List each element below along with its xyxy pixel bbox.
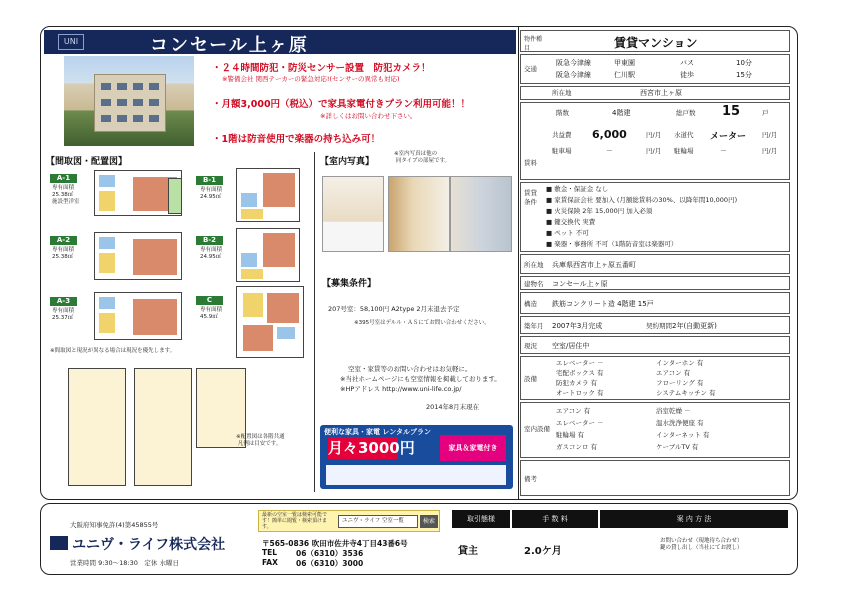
section-divider: [314, 152, 315, 492]
interior-heading: 【室内写真】: [320, 157, 375, 167]
location-value: 兵庫県西宮市上ヶ原五番町: [552, 261, 636, 269]
fax-label: FAX: [262, 558, 278, 567]
equipment-item: オートロック 有: [556, 389, 604, 397]
floorplan-heading: 【間取図・配置図】: [46, 157, 128, 167]
terms-item: ■ ペット 不可: [546, 229, 589, 237]
transport-label: 交通: [524, 65, 537, 73]
feature-furniture-note: ※詳しくはお問い合わせ下さい。: [320, 112, 417, 120]
transport-station-2: 仁川駅: [614, 71, 635, 79]
license-number: 大阪府知事免許(4)第45855号: [70, 521, 159, 529]
transport-mode-2: 徒歩: [680, 71, 694, 79]
current-label: 現況: [524, 342, 537, 350]
terms-label: 賃貸条件: [524, 189, 537, 206]
company-logo: UNI: [58, 34, 84, 50]
location-label: 所在地: [524, 261, 544, 269]
transport-station-1: 甲東園: [614, 59, 635, 67]
contract-value: 2年(自動更新): [672, 322, 717, 330]
site-layout-2: [134, 368, 192, 486]
parking-label: 駐車場: [552, 147, 572, 155]
conditions-line2: 空室・家賃等のお問い合わせはお気軽に。: [348, 365, 472, 373]
transaction-type: 貸主: [458, 546, 478, 557]
floorplan-a2: [94, 232, 182, 280]
floorplan-b1: [236, 168, 300, 222]
conditions-date: 2014年8月末現在: [426, 403, 480, 411]
room-equipment-label: 室内設備: [524, 425, 550, 433]
plan-label-a2: 専有面積 25.38㎡: [52, 247, 75, 260]
feature-furniture: ・月額3,000円（税込）で家具家電付きプラン利用可能！！: [212, 99, 471, 110]
floor-value: 4階建: [612, 109, 631, 117]
conditions-line1: 207号室：58,100円 A2type 2月末退去予定: [328, 305, 460, 313]
plan-tag-a2: A-2: [50, 236, 77, 245]
tel-label: TEL: [262, 548, 278, 557]
room-equipment-item: エレベーター －: [556, 419, 604, 427]
conditions-line3: ※当社ホームページにも空室情報を掲載しております。: [340, 375, 501, 383]
equipment-item: インターホン 有: [656, 359, 704, 367]
common-value: 6,000: [592, 128, 627, 141]
rental-plan-products: [326, 465, 506, 485]
parking-unit: 円/月: [646, 147, 662, 155]
units-value: 15: [722, 104, 741, 119]
transport-line-2: 阪急今津線: [556, 71, 591, 79]
transport-min-2: 15分: [736, 71, 752, 79]
tel-number: 06（6310）3536: [296, 549, 364, 558]
parking-value: －: [606, 147, 613, 155]
contract-label: 契約期間: [646, 322, 672, 330]
layout-note: ※配置図は各階共通 凡例は目安です。: [236, 434, 285, 447]
building-title: コンセール上ヶ原: [150, 35, 309, 56]
equipment-item: システムキッチン 有: [656, 389, 716, 397]
bike-unit: 円/月: [762, 147, 778, 155]
plan-label-a3: 専有面積 25.37㎡: [52, 308, 75, 321]
address-label: 所在地: [552, 89, 572, 97]
equipment-item: エアコン 有: [656, 369, 691, 377]
footer-col-type: 取引態様: [452, 510, 510, 528]
business-hours: 営業時間 9:30～18:30 定休 水曜日: [70, 559, 179, 567]
equipment-item: 宅配ボックス 有: [556, 369, 604, 377]
terms-item: ■ 火災保険 2年 15,000円 加入必須: [546, 207, 653, 215]
search-note: 最新の空室一覧は検索可能です！簡単に閲覧・検索頂けます。: [262, 512, 328, 530]
built-label: 築年月: [524, 322, 544, 330]
terms-item: ■ 楽器・事務所 不可（1階防音室は楽器可）: [546, 240, 678, 248]
building-photo: [64, 56, 194, 146]
common-unit: 円/月: [646, 131, 662, 139]
category-value: 賃貸マンション: [614, 36, 698, 50]
search-button[interactable]: 検索: [420, 515, 438, 528]
plan-label-b2: 専有面積 24.95㎡: [200, 247, 223, 260]
feature-soundproof: ・1階は防音使用で楽器の持ち込み可！: [212, 134, 381, 145]
units-unit: 戸: [762, 109, 769, 117]
category-label: 物件種目: [524, 36, 543, 52]
room-equipment-item: 温水洗浄便座 有: [656, 419, 704, 427]
plan-tag-a1: A-1: [50, 174, 77, 183]
floorplan-c: [236, 286, 304, 358]
room-equipment-item: 駐輪場 有: [556, 431, 585, 439]
interior-photo-toilet: [322, 176, 384, 252]
conditions-line4: ※HPアドレス http://www.uni-life.co.jp/: [340, 385, 462, 393]
fax-number: 06（6310）3000: [296, 559, 364, 568]
built-value: 2007年3月完成: [552, 322, 603, 330]
brokerage-fee: 2.0ケ月: [524, 546, 562, 557]
floorplan-b2: [236, 228, 300, 282]
interior-photo-vanity: [388, 176, 450, 252]
transport-min-1: 10分: [736, 59, 752, 67]
column-divider: [518, 26, 519, 500]
company-logo-mark: [50, 536, 68, 550]
water-unit: 円/月: [762, 131, 778, 139]
building-value: コンセール上ヶ原: [552, 280, 608, 288]
terms-item: ■ 敷金・保証金 なし: [546, 185, 609, 193]
structure-value: 鉄筋コンクリート造 4階建 15戸: [552, 300, 654, 308]
office-address: 〒565-0836 吹田市佐井寺4丁目43番6号: [262, 539, 408, 548]
rental-plan-title: 便利な家具・家電 レンタルプラン: [324, 428, 431, 436]
company-name: ユニヴ・ライフ株式会社: [72, 537, 226, 553]
remarks-label: 備考: [524, 475, 537, 483]
plan-label-a1: 専有面積 25.38㎡ 施設型洋室: [52, 185, 80, 205]
conditions-heading: 【募集条件】: [322, 279, 377, 289]
site-layout-1: [68, 368, 126, 486]
interior-note: ※室内写真は他の 同タイプの部屋です。: [394, 151, 451, 164]
address-value: 西宮市上ヶ原: [640, 89, 682, 97]
remarks-block: [520, 460, 790, 496]
plan-tag-b2: B-2: [196, 236, 223, 245]
plan-label-c: 専有面積 45.9㎡: [200, 307, 223, 320]
room-equipment-item: ケーブルTV 有: [656, 443, 699, 451]
transport-mode-1: バス: [680, 59, 694, 67]
plan-tag-b1: B-1: [196, 176, 223, 185]
building-label: 建物名: [524, 280, 544, 288]
room-equipment-item: エアコン 有: [556, 407, 591, 415]
floorplan-a1-balcony: [168, 178, 182, 214]
rental-plan-banner: [320, 425, 513, 489]
interior-photo-entrance: [450, 176, 512, 252]
rental-plan-price: 月々3000円: [328, 439, 415, 457]
room-equipment-item: ガスコンロ 有: [556, 443, 598, 451]
equipment-item: 防犯カメラ 有: [556, 379, 598, 387]
water-label: 水道代: [674, 131, 694, 139]
equipment-label: 設備: [524, 375, 537, 383]
rent-label: 賃料: [524, 159, 537, 167]
room-equipment-item: 浴室乾燥 －: [656, 407, 691, 415]
current-value: 空室/居住中: [552, 342, 590, 350]
common-label: 共益費: [552, 131, 572, 139]
plan-label-b1: 専有面積 24.95㎡: [200, 187, 223, 200]
feature-security: ・２４時間防犯・防災センサー設置 防犯カメラ！: [212, 63, 431, 74]
transport-line-1: 阪急今津線: [556, 59, 591, 67]
structure-label: 構造: [524, 300, 537, 308]
search-box[interactable]: ユニヴ・ライフ 空室一覧: [338, 515, 418, 528]
footer-col-fee: 手 数 料: [512, 510, 598, 528]
plan-note: ※間取図と現況が異なる場合は現況を優先します。: [50, 348, 176, 354]
feature-security-note: ※警備会社 関西テーカーの緊急対応!(センサーの異常も対応): [222, 75, 400, 83]
bike-value: －: [720, 147, 727, 155]
terms-item: ■ 鍵交換代 実費: [546, 218, 596, 226]
bike-label: 駐輪場: [674, 147, 694, 155]
guide-method: お問い合わせ（現地待ち合わせ） 鍵の貸し出し（当社にてお渡し）: [660, 538, 743, 551]
equipment-item: エレベーター －: [556, 359, 604, 367]
rental-plan-badge: 家具＆家電付き: [440, 435, 506, 461]
footer-col-guide: 案 内 方 法: [600, 510, 788, 528]
water-value: メーター: [710, 132, 747, 142]
units-label: 総戸数: [676, 109, 696, 117]
floor-label: 階数: [556, 109, 569, 117]
plan-tag-a3: A-3: [50, 297, 77, 306]
terms-item: ■ 家賃保証会社 要加入 (月額総賃料の30%、以降年間10,000円): [546, 196, 738, 204]
equipment-item: フローリング 有: [656, 379, 704, 387]
floorplan-a3: [94, 292, 182, 340]
room-equipment-item: インターネット 有: [656, 431, 710, 439]
terms-list: [546, 184, 786, 250]
conditions-line1-note: ※395号室はデルル・ＡＳにてお問い合わせください。: [354, 320, 490, 326]
plan-tag-c: C: [196, 296, 223, 305]
